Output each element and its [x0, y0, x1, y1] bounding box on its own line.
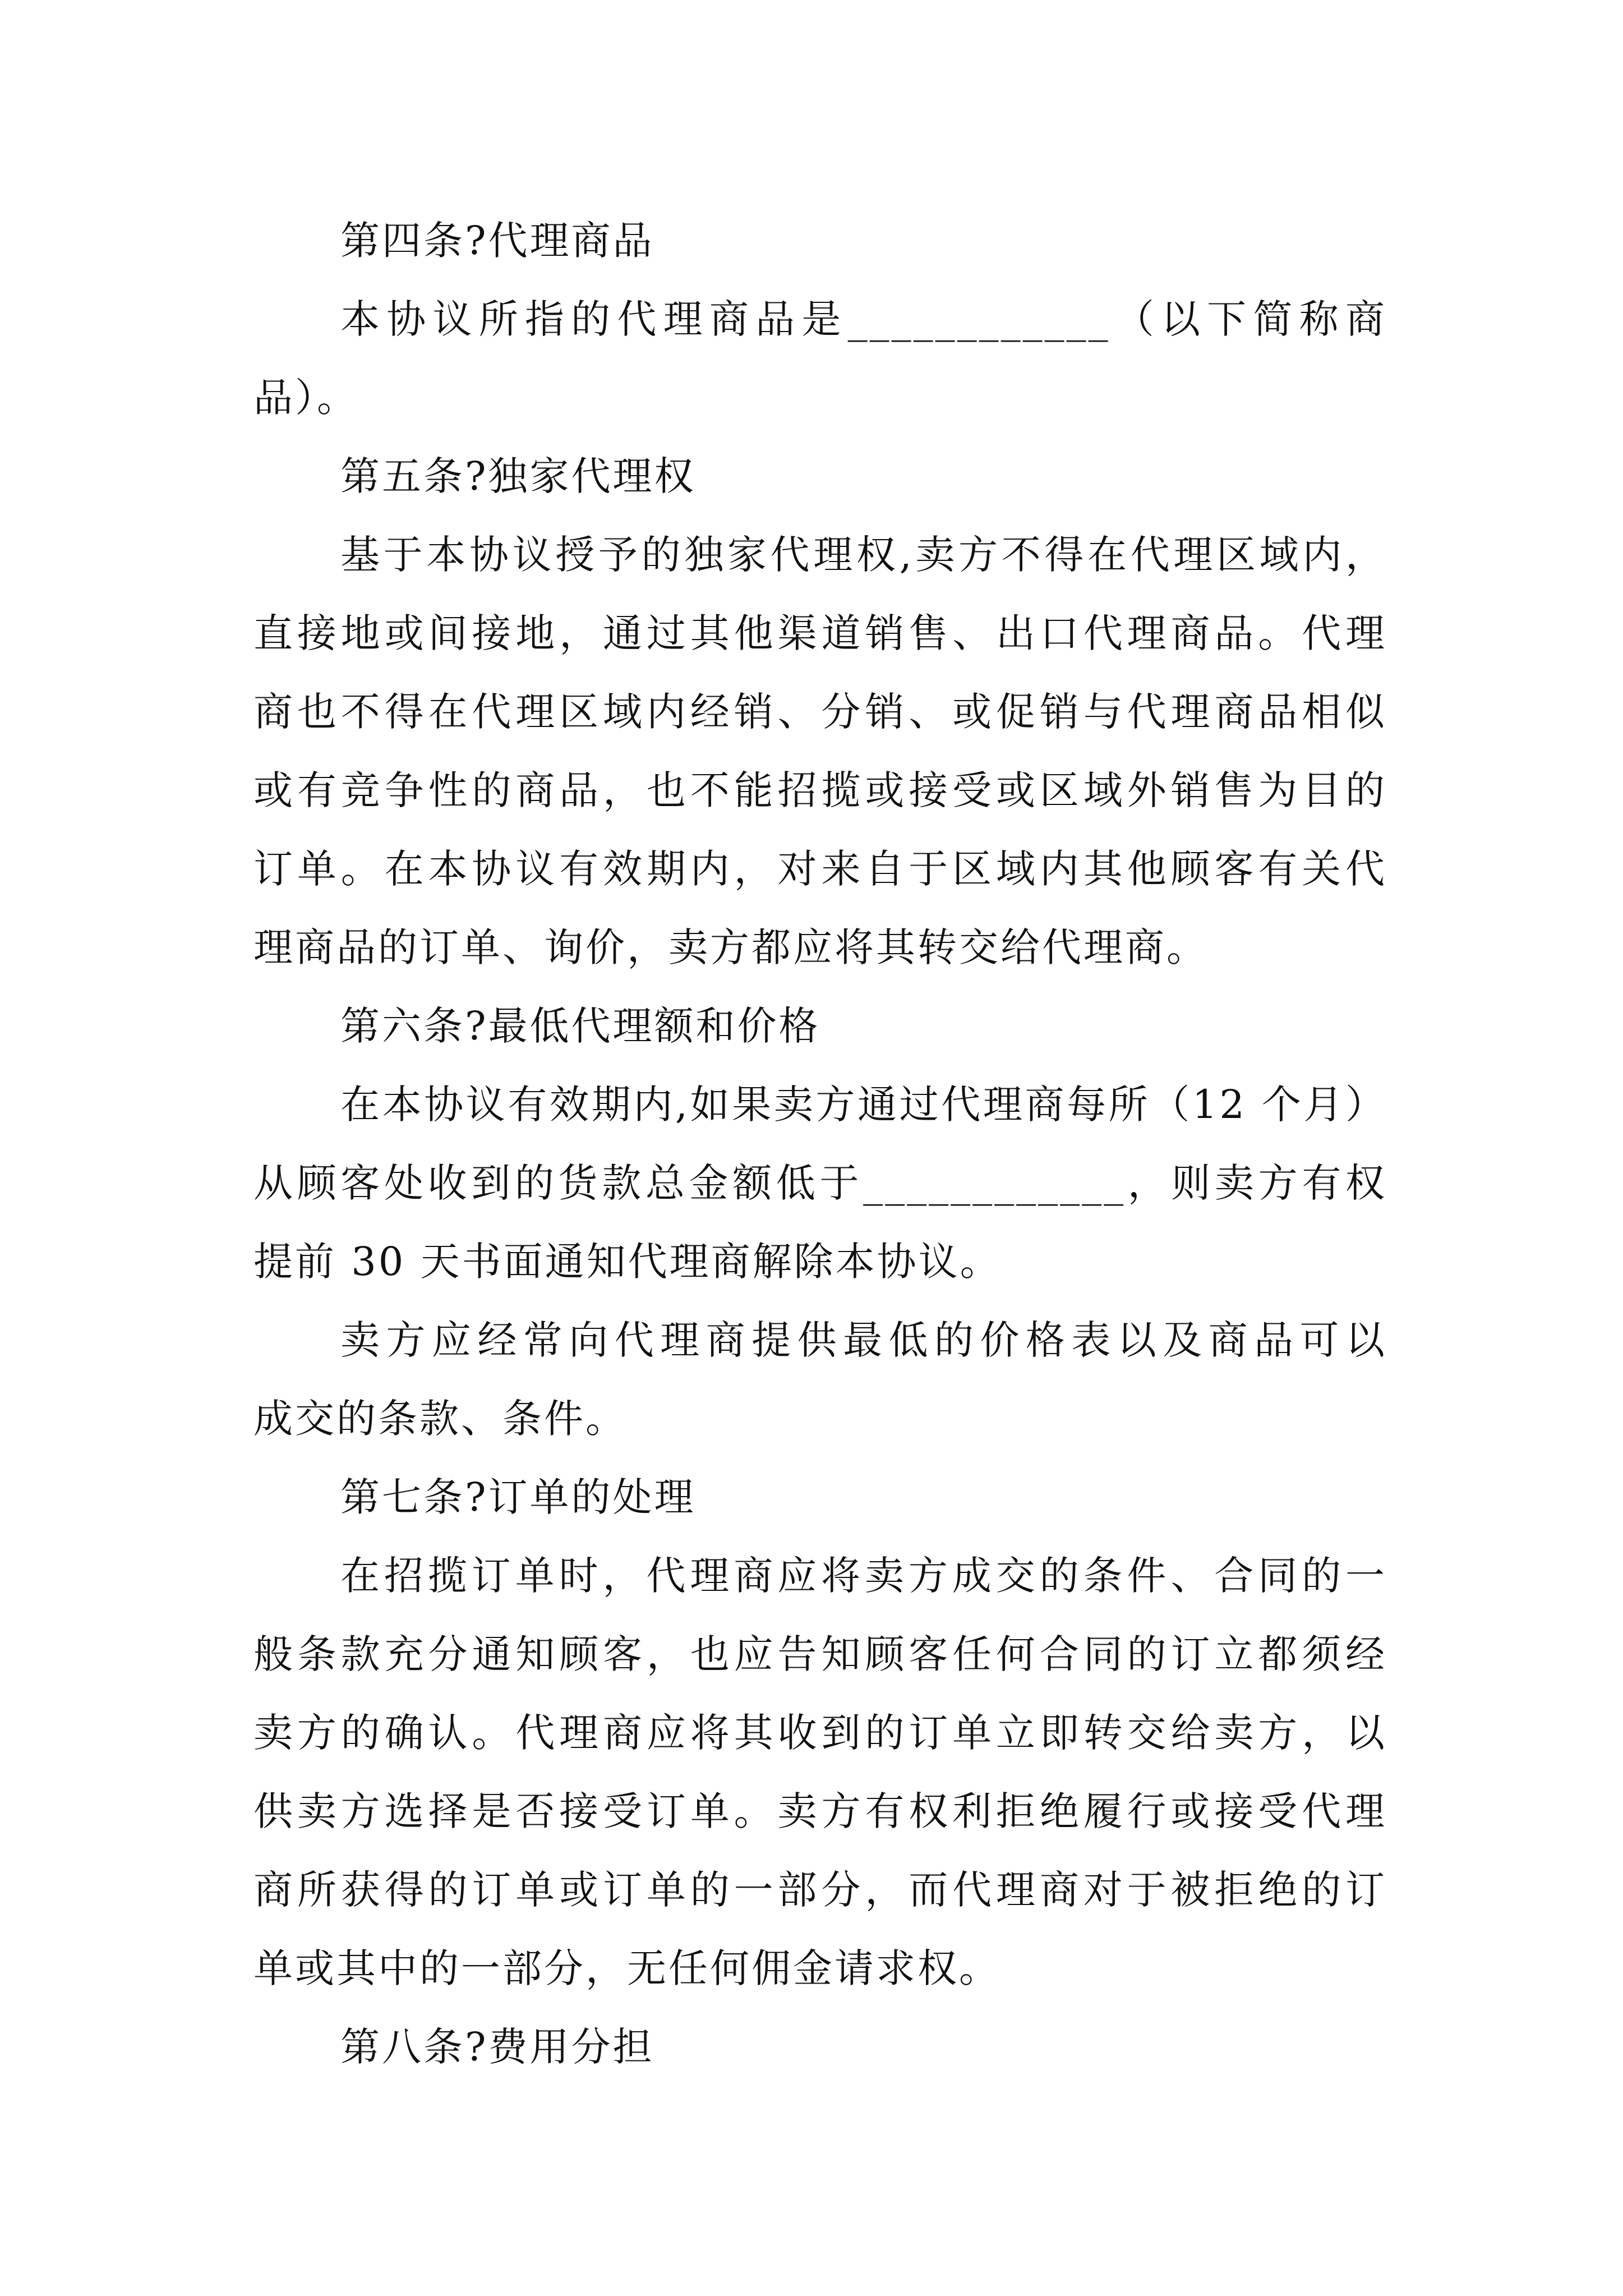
- paragraph-line: 基于本协议授予的独家代理权,卖方不得在代理区域内，: [340, 532, 1387, 578]
- paragraph-line: 在招揽订单时，代理商应将卖方成交的条件、合同的一: [340, 1553, 1387, 1599]
- paragraph: [253, 1065, 1387, 1301]
- paragraph-line: 订单。在本协议有效期内，对来自于区域内其他顾客有关代: [253, 846, 1387, 892]
- article-heading: 第八条?费用分担: [340, 2024, 654, 2070]
- article-section: [253, 987, 1387, 1458]
- paragraph-line: 商也不得在代理区域内经销、分销、或促销与代理商品相似: [253, 689, 1387, 735]
- paragraph-line: 卖方的确认。代理商应将其收到的订单立即转交给卖方，以: [253, 1710, 1387, 1756]
- paragraph: [253, 280, 1387, 437]
- paragraph-line: 或有竞争性的商品，也不能招揽或接受或区域外销售为目的: [253, 767, 1387, 813]
- paragraph-line: 理商品的订单、询价，卖方都应将其转交给代理商。: [253, 924, 1208, 970]
- paragraph-line: 商所获得的订单或订单的一部分，而代理商对于被拒绝的订: [253, 1867, 1387, 1913]
- document-body: [253, 201, 1387, 2086]
- article-heading: 第六条?最低代理额和价格: [340, 1003, 820, 1049]
- paragraph-line: 提前 30 天书面通知代理商解除本协议。: [253, 1239, 1002, 1285]
- article-heading: 第五条?独家代理权: [340, 453, 696, 499]
- paragraph-line: 从顾客处收到的货款总金额低于____________，则卖方有权: [253, 1160, 1387, 1206]
- paragraph: [253, 516, 1387, 987]
- paragraph-line: 供卖方选择是否接受订单。卖方有权利拒绝履行或接受代理: [253, 1788, 1387, 1834]
- paragraph-line: 在本协议有效期内,如果卖方通过代理商每所（12 个月）: [340, 1082, 1387, 1128]
- article-heading: 第七条?订单的处理: [340, 1474, 696, 1520]
- paragraph: [253, 1536, 1387, 2008]
- article-section: [253, 1458, 1387, 2008]
- paragraph-line: 单或其中的一部分，无任何佣金请求权。: [253, 1945, 1000, 1991]
- paragraph-line: 本协议所指的代理商品是____________（以下简称商: [340, 296, 1387, 342]
- article-heading: 第四条?代理商品: [340, 218, 654, 264]
- paragraph-line: 卖方应经常向代理商提供最低的价格表以及商品可以: [340, 1317, 1387, 1363]
- article-section: [253, 437, 1387, 987]
- paragraph: [253, 1301, 1387, 1458]
- article-section: [253, 201, 1387, 437]
- article-section: [253, 2008, 1387, 2086]
- paragraph-line: 成交的条款、条件。: [253, 1396, 627, 1442]
- paragraph-line: 品）。: [253, 375, 358, 421]
- paragraph-line: 般条款充分通知顾客，也应告知顾客任何合同的订立都须经: [253, 1631, 1387, 1677]
- paragraph-line: 直接地或间接地，通过其他渠道销售、出口代理商品。代理: [253, 610, 1387, 656]
